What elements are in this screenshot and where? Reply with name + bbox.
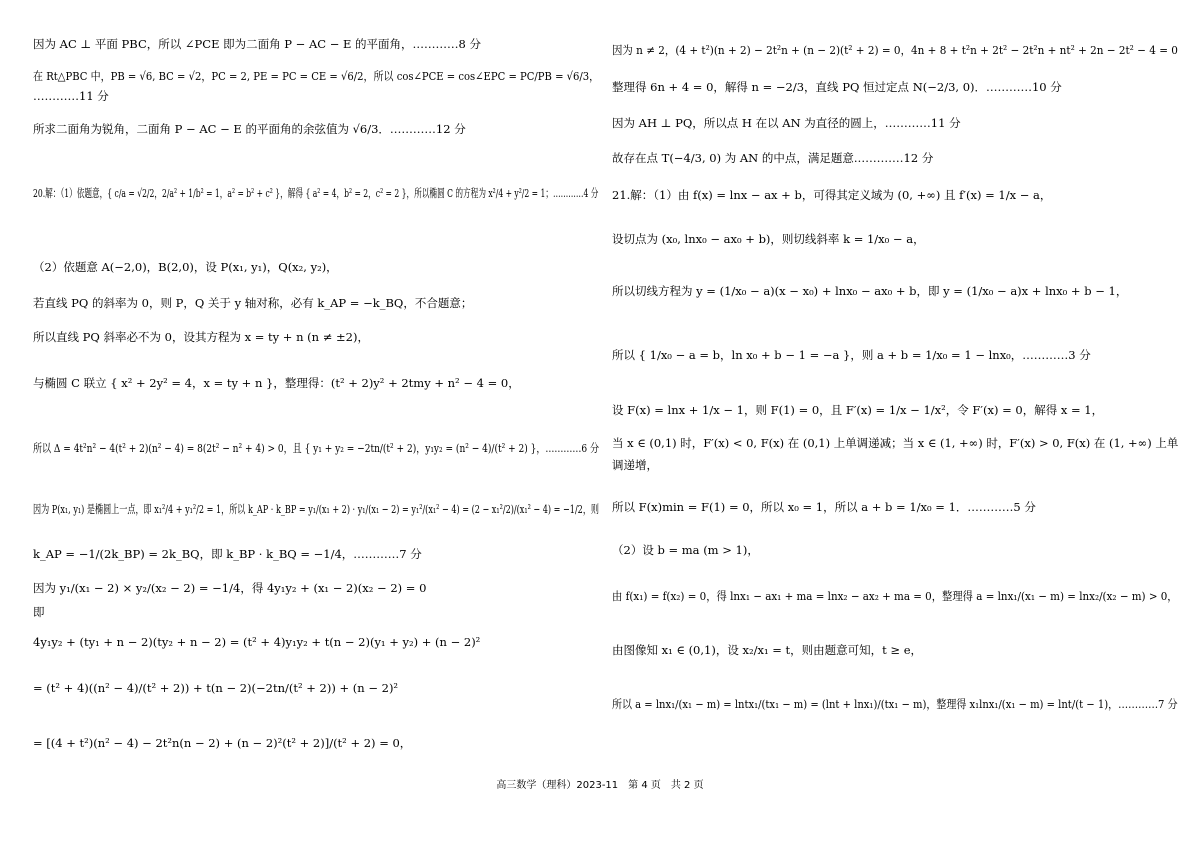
text-line: 因为 n ≠ 2，(4 + t²)(n + 2) − 2t²n + (n − 2)(t² + 2) = 0，4n + 8 + t²n + 2t² − 2t²n + nt² + 2n − 2t² − 4 = 0 xyxy=(612,43,1178,57)
text-line: 由 f(x₁) = f(x₂) = 0，得 lnx₁ − ax₁ + ma = lnx₂ − ax₂ + ma = 0，整理得 a = lnx₁/(x₁ − m) = lnx₂/(x₂ − m) > 0， xyxy=(612,589,1178,603)
text-line: 即 xyxy=(33,605,45,619)
text-line: 所求二面角为锐角，二面角 P − AC − E 的平面角的余弦值为 √6/3．…………12 分 xyxy=(33,122,466,136)
text-line: 所以 a = lnx₁/(x₁ − m) = lntx₁/(tx₁ − m) = (lnt + lnx₁)/(tx₁ − m)，整理得 x₁lnx₁/(x₁ − m) = lnt/(t − 1)，…………7 分 xyxy=(612,697,1178,711)
text-line: 因为 y₁/(x₁ − 2) × y₂/(x₂ − 2) = −1/4，得 4y₁y₂ + (x₁ − 2)(x₂ − 2) = 0 xyxy=(33,581,427,595)
text-line: 21.解：（1）由 f(x) = lnx − ax + b，可得其定义域为 (0, +∞) 且 f′(x) = 1/x − a， xyxy=(612,188,1052,202)
text-line: k_AP = −1/(2k_BP) = 2k_BQ，即 k_BP · k_BQ = −1/4，…………7 分 xyxy=(33,547,422,561)
text-line: （2）依题意 A(−2,0)，B(2,0)，设 P(x₁, y₁)，Q(x₂, y₂)， xyxy=(33,260,338,274)
text-line: 与椭圆 C 联立 { x² + 2y² = 4，x = ty + n }，整理得：(t² + 2)y² + 2tmy + n² − 4 = 0， xyxy=(33,376,520,390)
text-line: 所以直线 PQ 斜率必不为 0，设其方程为 x = ty + n (n ≠ ±2)， xyxy=(33,330,369,344)
text-line: （2）设 b = ma (m > 1)， xyxy=(612,543,759,557)
text-line: 调递增， xyxy=(612,458,658,472)
text-line: 20.解：（1）依题意，{ c/a = √2/2，2/a² + 1/b² = 1，a² = b² + c² }，解得 { a² = 4，b² = 2，c² = 2 }，所以椭圆 C 的方程为 x²/4 + y²/2 = 1；…………4 分 xyxy=(33,186,599,200)
text-line: 所以 Δ = 4t²n² − 4(t² + 2)(n² − 4) = 8(2t² − n² + 4) > 0，且 { y₁ + y₂ = −2tn/(t² + 2)，y₁y₂ = (n² − 4)/(t² + 2) }，…………6 分 xyxy=(33,441,600,455)
text-line: 因为 P(x₁, y₁) 是椭圆上一点，即 x₁²/4 + y₁²/2 = 1，所以 k_AP · k_BP = y₁/(x₁ + 2) · y₁/(x₁ − 2) = y₁²/(x₁² − 4) = (2 − x₁²/2)/(x₁² − 4) = −1/2，则 xyxy=(33,502,600,516)
text-line: 当 x ∈ (0,1) 时，F′(x) < 0, F(x) 在 (0,1) 上单调递减；当 x ∈ (1, +∞) 时，F′(x) > 0, F(x) 在 (1, +∞) 上单 xyxy=(612,436,1179,450)
text-line: 若直线 PQ 的斜率为 0，则 P，Q 关于 y 轴对称，必有 k_AP = −k_BQ，不合题意； xyxy=(33,296,473,310)
text-line: 因为 AC ⊥ 平面 PBC，所以 ∠PCE 即为二面角 P − AC − E 的平面角，…………8 分 xyxy=(33,37,482,51)
text-line: 4y₁y₂ + (ty₁ + n − 2)(ty₂ + n − 2) = (t² + 4)y₁y₂ + t(n − 2)(y₁ + y₂) + (n − 2)² xyxy=(33,635,481,649)
text-line: 故存在点 T(−4/3, 0) 为 AN 的中点，满足题意.…………12 分 xyxy=(612,151,934,165)
text-line: 整理得 6n + 4 = 0，解得 n = −2/3，直线 PQ 恒过定点 N(−2/3, 0)．…………10 分 xyxy=(612,80,1062,94)
text-line: 在 Rt△PBC 中，PB = √6, BC = √2，PC = 2, PE = PC = CE = √6/2，所以 cos∠PCE = cos∠EPC = PC/PB = √6/3， xyxy=(33,69,600,83)
text-line: 所以 { 1/x₀ − a = b，ln x₀ + b − 1 = −a }，则 a + b = 1/x₀ = 1 − lnx₀，…………3 分 xyxy=(612,348,1091,362)
text-line: 因为 AH ⊥ PQ，所以点 H 在以 AN 为直径的圆上，…………11 分 xyxy=(612,116,961,130)
text-line: 设 F(x) = lnx + 1/x − 1，则 F(1) = 0，且 F′(x) = 1/x − 1/x²，令 F′(x) = 0，解得 x = 1， xyxy=(612,403,1104,417)
page-footer: 高三数学（理科）2023-11 第 4 页 共 2 页 xyxy=(496,780,704,791)
text-line: = [(4 + t²)(n² − 4) − 2t²n(n − 2) + (n − 2)²(t² + 2)]/(t² + 2) = 0， xyxy=(33,736,412,750)
text-line: 设切点为 (x₀, lnx₀ − ax₀ + b)，则切线斜率 k = 1/x₀ − a， xyxy=(612,232,925,246)
text-line: 所以 F(x)min = F(1) = 0，所以 x₀ = 1，所以 a + b = 1/x₀ = 1．…………5 分 xyxy=(612,500,1036,514)
text-line: 由图像知 x₁ ∈ (0,1)，设 x₂/x₁ = t，则由题意可知，t ≥ e， xyxy=(612,643,922,657)
text-line: …………11 分 xyxy=(33,89,109,103)
text-line: 所以切线方程为 y = (1/x₀ − a)(x − x₀) + lnx₀ − ax₀ + b，即 y = (1/x₀ − a)x + lnx₀ + b − 1， xyxy=(612,284,1128,298)
text-line: = (t² + 4)((n² − 4)/(t² + 2)) + t(n − 2)(−2tn/(t² + 2)) + (n − 2)² xyxy=(33,681,399,695)
